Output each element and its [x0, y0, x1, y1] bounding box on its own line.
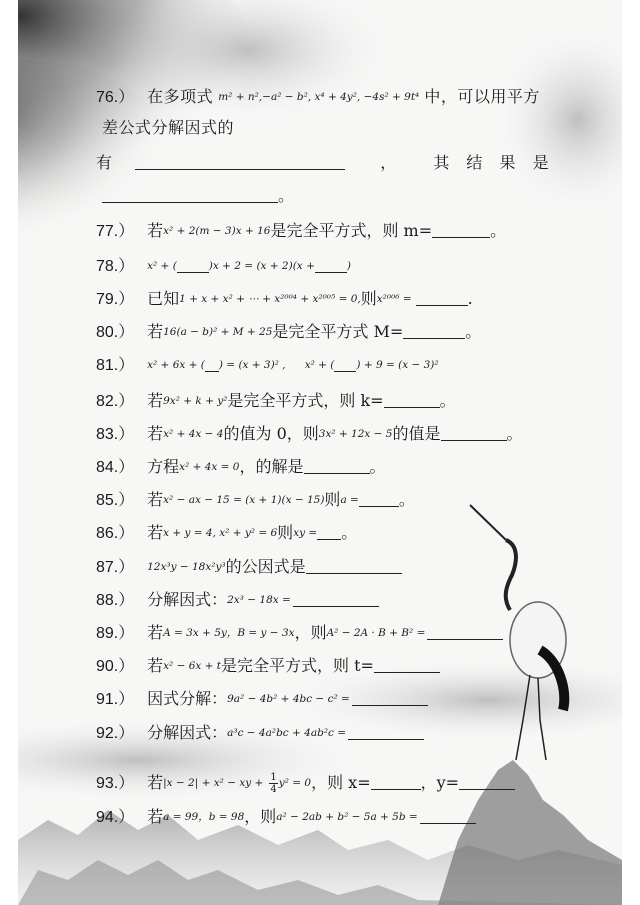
answer-blank[interactable]: [334, 361, 356, 372]
answer-blank[interactable]: [359, 492, 399, 507]
answer-blank[interactable]: [416, 291, 468, 306]
problem-87: 87.） 12x³y − 18x²y³的公因式是: [96, 557, 402, 578]
answer-blank[interactable]: [371, 775, 421, 790]
problem-82: 82.） 若9x² + k + y²是完全平方式，则 k= 。: [96, 391, 456, 410]
answer-blank[interactable]: [374, 658, 440, 673]
problem-89: 89.） 若A = 3x + 5y，B = y − 3x，则A² − 2A · B + B² =: [96, 623, 503, 644]
answer-blank[interactable]: [306, 559, 402, 574]
fraction: $\frac{1}{4}$: [270, 772, 277, 795]
problem-92: 92.） 分解因式：a³c − 4a²bc + 4ab²c =: [96, 723, 424, 744]
problem-76-line2: 差公式分解因式的: [102, 118, 235, 137]
problem-76: 76.） 在多项式 m² + n²,−a² − b², x⁴ + 4y², −4s² + 9t⁴ 中，可以用平方: [96, 87, 540, 106]
problem-83: 83.） 若x² + 4x − 4的值为 0，则3x² + 12x − 5的值是 。: [96, 424, 523, 443]
problem-77: 77.） 若x² + 2(m − 3)x + 16是完全平方式，则 m= 。: [96, 221, 507, 240]
answer-blank[interactable]: [403, 324, 465, 339]
worksheet-page: [18, 0, 622, 905]
answer-blank[interactable]: [102, 188, 278, 203]
answer-blank[interactable]: [205, 361, 219, 372]
answer-blank[interactable]: [293, 592, 379, 607]
problem-84: 84.） 方程x² + 4x = 0，的解是 。: [96, 457, 386, 476]
problem-90: 90.） 若x² − 6x + t是完全平方式，则 t=: [96, 656, 440, 677]
answer-blank[interactable]: [384, 393, 440, 408]
answer-blank[interactable]: [177, 262, 209, 273]
problem-93: 93.） 若|x − 2| + x² − xy + $\frac{1}{4}$ y² = 0，则 x= ，y=: [96, 772, 515, 795]
answer-blank[interactable]: [315, 262, 347, 273]
answer-blank[interactable]: [459, 775, 515, 790]
problem-76-line4: 。: [102, 186, 294, 206]
problem-94: 94.） 若a = 99，b = 98，则a² − 2ab + b² − 5a + 5b =: [96, 807, 476, 828]
problem-80: 80.） 若16(a − b)² + M + 25是完全平方式 M= 。: [96, 322, 482, 341]
problem-86: 86.） 若x + y = 4, x² + y² = 6则xy = 。: [96, 523, 358, 542]
problem-91: 91.） 因式分解：9a² − 4b² + 4bc − c² =: [96, 689, 428, 710]
answer-blank[interactable]: [420, 809, 476, 824]
problem-85: 85.） 若x² − ax − 15 = (x + 1)(x − 15)则a = 。: [96, 490, 415, 509]
answer-blank[interactable]: [304, 459, 370, 474]
problem-78: 78.） x² + ( )x + 2 = (x + 2)(x + ): [96, 258, 351, 275]
problem-76-line3: 有 ， 其 结 果 是: [96, 153, 549, 172]
math-expression: m² + n²,−a² − b², x⁴ + 4y², −4s² + 9t⁴: [218, 91, 420, 103]
answer-blank[interactable]: [352, 691, 428, 706]
problem-79: 79.） 已知1 + x + x² + ⋯ + x²⁰⁰⁴ + x²⁰⁰⁵ = 0,则x²⁰⁰⁶ = .: [96, 289, 473, 308]
answer-blank[interactable]: [348, 725, 424, 740]
answer-blank[interactable]: [135, 155, 345, 170]
answer-blank[interactable]: [427, 625, 503, 640]
answer-blank[interactable]: [317, 525, 341, 540]
problem-number: 76.）: [96, 89, 135, 106]
problem-88: 88.） 分解因式：2x³ − 18x =: [96, 590, 379, 611]
answer-blank[interactable]: [432, 223, 490, 238]
problem-81: 81.） x² + 6x + ( ) = (x + 3)² , x² + ( ) + 9 = (x − 3)²: [96, 357, 439, 374]
answer-blank[interactable]: [441, 426, 507, 441]
